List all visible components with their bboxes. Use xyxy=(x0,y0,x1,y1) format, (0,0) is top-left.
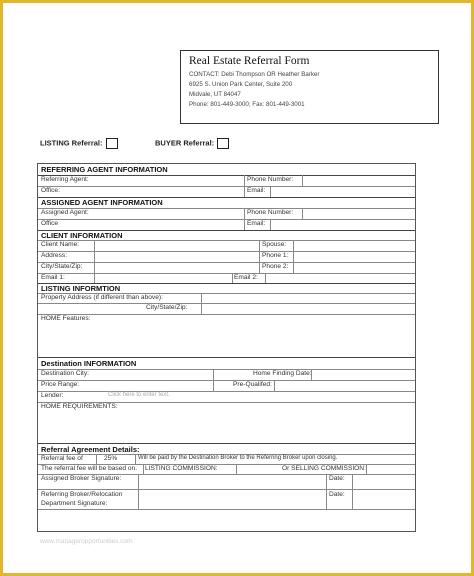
referring-office-label: Office: xyxy=(41,187,60,194)
referral-fee-label: Referral fee of xyxy=(41,455,83,462)
phone2-label: Phone 2: xyxy=(262,263,289,270)
contact-address-2: Midvale, UT 84047 xyxy=(189,91,241,98)
assigned-office-label: Office xyxy=(41,220,59,227)
referring-signature-label-1: Referring Broker/Relocation xyxy=(41,491,123,498)
destination-heading: Destination INFORMATION xyxy=(41,359,137,368)
client-city-label: City/State/Zip: xyxy=(41,263,83,270)
address-label: Address: xyxy=(41,252,68,259)
contact-phone: Phone: 801-449-3000; Fax: 801-449-3001 xyxy=(189,101,305,108)
referral-form xyxy=(37,163,416,532)
watermark: www.manageropportunities.com xyxy=(40,538,133,545)
based-on-label: The referral fee will be based on. xyxy=(41,465,138,472)
lender-input[interactable]: Click here to enter text. xyxy=(108,392,170,398)
email2-label: Email 2: xyxy=(234,274,258,281)
assigned-agent-heading: ASSIGNED AGENT INFORMATION xyxy=(41,198,163,207)
assigned-phone-label: Phone Number: xyxy=(247,209,294,216)
listing-heading: LISTING INFORMTION xyxy=(41,284,121,293)
spouse-label: Spouse: xyxy=(262,241,287,248)
date-1-label: Date: xyxy=(329,475,345,482)
agreement-heading: Referral Agreement Details: xyxy=(41,445,140,454)
referring-phone-label: Phone Number: xyxy=(247,176,294,183)
property-address-label: Property Address (if different than above): xyxy=(41,294,163,301)
price-range-label: Price Range: xyxy=(41,381,80,388)
client-name-label: Client Name: xyxy=(41,241,80,248)
title-box xyxy=(180,50,439,124)
selling-commission-label: Or SELLING COMMISSION: xyxy=(282,465,366,472)
referring-agent-label: Referring Agent: xyxy=(41,176,89,183)
form-title: Real Estate Referral Form xyxy=(189,55,310,67)
referring-agent-heading: REFERRING AGENT INFORMATION xyxy=(41,165,168,174)
buyer-referral-label: BUYER Referral: xyxy=(155,138,215,148)
referral-fee-value[interactable]: 25% xyxy=(104,455,118,462)
client-heading: CLIENT INFORMATION xyxy=(41,231,123,240)
phone1-label: Phone 1: xyxy=(262,252,289,259)
assigned-signature-label: Assigned Broker Signature: xyxy=(41,475,122,482)
email1-label: Email 1: xyxy=(41,274,65,281)
contact-name: CONTACT: Debi Thompson OR Heather Barker xyxy=(189,71,320,78)
referring-signature-label-2: Department Signature: xyxy=(41,500,108,507)
assigned-email-label: Email: xyxy=(247,220,266,227)
listing-referral-label: LISTING Referral: xyxy=(40,138,103,148)
listing-referral xyxy=(40,138,118,149)
assigned-agent-label: Assigned Agent: xyxy=(41,209,89,216)
date-2-label: Date: xyxy=(329,491,345,498)
destination-city-label: Destination City: xyxy=(41,370,90,377)
referral-fee-text: Will be paid by the Destination Broker to the Referring Broker upon closing. xyxy=(138,455,338,461)
contact-address-1: 6925 S. Union Park Center, Suite 200 xyxy=(189,81,293,88)
referring-email-label: Email: xyxy=(247,187,266,194)
listing-commission-label: LISTING COMMISSION: xyxy=(145,465,218,472)
prequalified-label: Pre-Qualifed: xyxy=(233,381,272,388)
listing-city-label: City/State/Zip: xyxy=(146,304,188,311)
home-features-label: HOME Features: xyxy=(41,315,91,322)
listing-referral-checkbox[interactable] xyxy=(106,138,118,149)
buyer-referral-checkbox[interactable] xyxy=(217,138,229,149)
lender-label: Lender: xyxy=(41,392,64,399)
buyer-referral xyxy=(155,138,229,149)
home-requirements-label: HOME REQUIREMENTS: xyxy=(41,403,118,410)
finding-date-label: Home Finding Date: xyxy=(253,370,312,377)
